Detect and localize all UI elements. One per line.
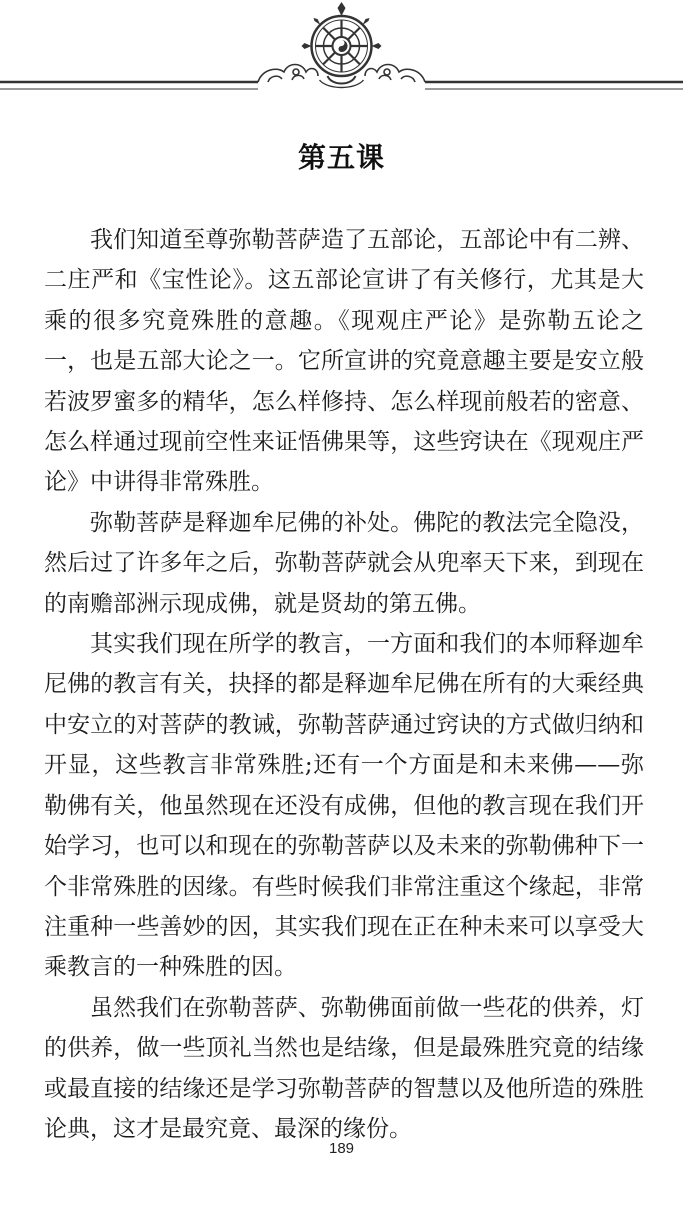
paragraph-2: 弥勒菩萨是释迦牟尼佛的补处。佛陀的教法完全隐没，然后过了许多年之后，弥勒菩萨就会从兜率天下来，到现在的南赡部洲示现成佛，就是贤劫的第五佛。 xyxy=(44,509,644,617)
header-rule-left xyxy=(0,82,258,89)
paragraph-4: 虽然我们在弥勒菩萨、弥勒佛面前做一些花的供养，灯的供养，做一些顶礼当然也是结缘，但是最殊胜究竟的结缘或最直接的结缘还是学习弥勒菩萨的智慧以及他所造的殊胜论典，这才是最究竟、最深的缘份。 xyxy=(44,994,644,1142)
header-ornament xyxy=(0,0,683,100)
cloud-ornament-left xyxy=(258,65,318,83)
page-number: 189 xyxy=(328,1140,355,1157)
paragraph-1: 我们知道至尊弥勒菩萨造了五部论，五部论中有二辨、二庄严和《宝性论》。这五部论宣讲了有关修行，尤其是大乘的很多究竟殊胜的意趣。《现观庄严论》是弥勒五论之一，也是五部大论之一。它所宣讲的究竟意趣主要是安立般若波罗蜜多的精华，怎么样修持、怎么样现前般若的密意、怎么样通过现前空性来证悟佛果等，这些窍诀在《现观庄严论》中讲得非常殊胜。 xyxy=(44,227,644,496)
page-header xyxy=(0,0,683,100)
paragraph-3: 其实我们现在所学的教言，一方面和我们的本师释迦牟尼佛的教言有关，抉择的都是释迦牟尼佛在所有的大乘经典中安立的对菩萨的教诫，弥勒菩萨通过窍诀的方式做归纳和开显，这些教言非常殊胜;还有一个方面是和未来佛——弥勒佛有关，他虽然现在还没有成佛，但他的教言现在我们开始学习，也可以和现在的弥勒菩萨以及未来的弥勒佛种下一个非常殊胜的因缘。有些时候我们非常注重这个缘起，非常注重种一些善妙的因，其实我们现在正在种未来可以享受大乘教言的一种殊胜的因。 xyxy=(44,631,644,981)
header-rule-right xyxy=(425,82,683,89)
cloud-ornament-right xyxy=(365,65,425,83)
dharma-wheel-icon xyxy=(302,2,382,88)
lesson-title: 第五课 xyxy=(297,141,385,174)
lesson-body xyxy=(44,220,644,1149)
